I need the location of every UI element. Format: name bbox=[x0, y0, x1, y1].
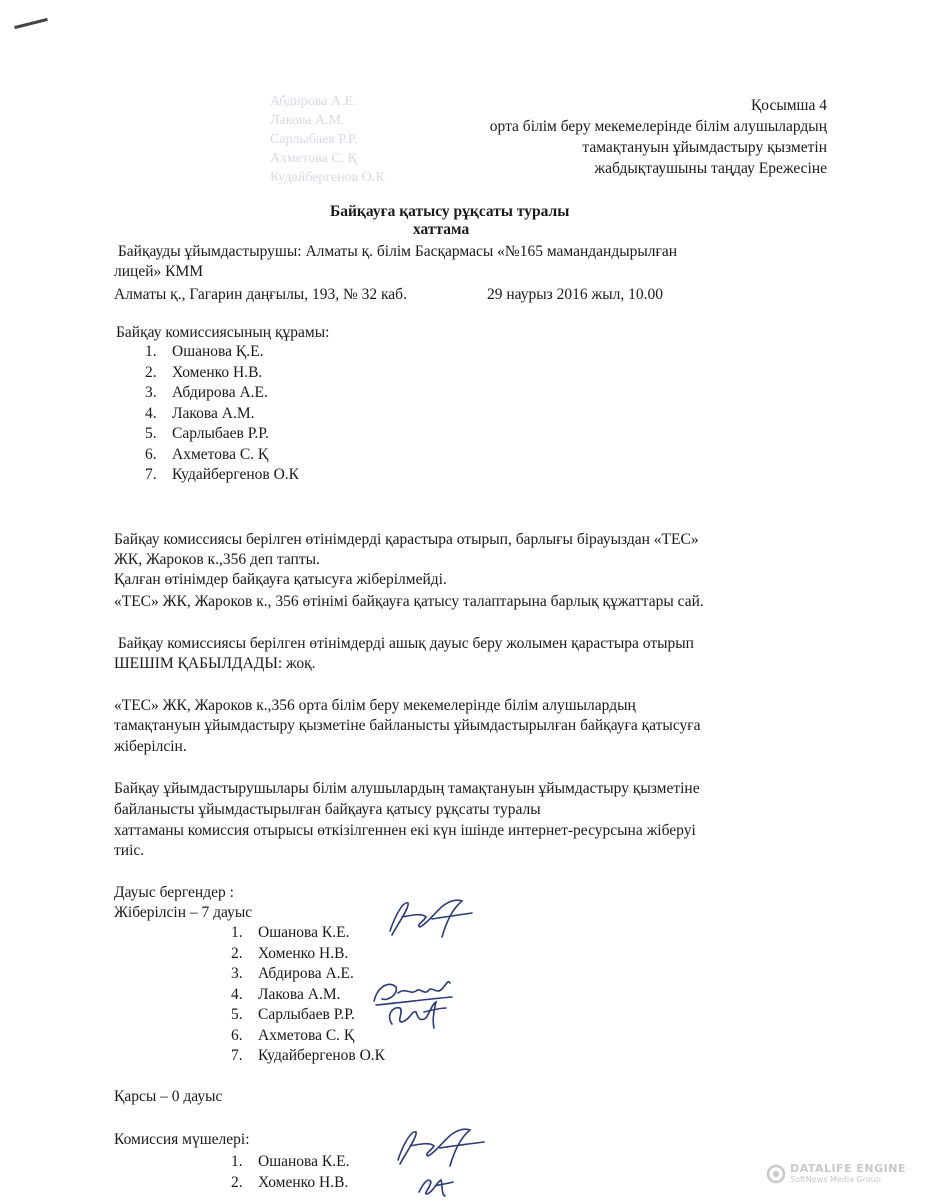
list-item bbox=[145, 465, 299, 486]
list-item bbox=[231, 1046, 385, 1067]
list-item-name: Ошанова К.Е. bbox=[258, 924, 350, 941]
annex-label: Қосымша 4 bbox=[750, 97, 827, 114]
list-item-name: Хоменко Н.В. bbox=[258, 944, 349, 962]
header-line-1: орта білім беру мекемелерінде білім алушылардың bbox=[489, 118, 827, 135]
bleed-line: Абдирова А.Е. bbox=[270, 94, 357, 109]
list-item-name: Лакова А.М. bbox=[172, 404, 255, 422]
organizer-line-2: лицей» КММ bbox=[114, 263, 204, 280]
list-item-name: Абдирова А.Е. bbox=[258, 965, 354, 982]
organizer-line-1: Байқауды ұйымдастырушы: Алматы қ. білім Басқармасы «№165 мамандандырылған bbox=[114, 243, 678, 260]
paragraph-1-line-4: «ТЕС» ЖК, Жароков к., 356 өтінімі байқауға қатысу талаптарына барлық құжаттары сай. bbox=[114, 593, 704, 610]
document-subtitle: хаттама bbox=[413, 221, 470, 238]
watermark-subtitle: SoftNews Media Group bbox=[790, 1175, 881, 1184]
list-item-name: Ахметова С. Қ bbox=[172, 445, 269, 463]
list-item bbox=[231, 944, 385, 965]
list-item bbox=[145, 342, 299, 363]
list-item-number: 5. bbox=[145, 425, 157, 442]
list-item bbox=[231, 1152, 349, 1173]
paragraph-2-line-2: ШЕШІМ ҚАБЫЛДАДЫ: жоқ. bbox=[114, 655, 316, 672]
list-item-number: 4. bbox=[145, 404, 157, 422]
list-item bbox=[231, 923, 385, 944]
organizer-address: Алматы қ., Гагарин даңғылы, 193, № 32 каб. bbox=[114, 286, 407, 303]
commission-list bbox=[145, 342, 299, 486]
list-item-name: Сарлыбаев Р.Р. bbox=[258, 1006, 355, 1023]
bleed-line: Кудайбергенов О.К bbox=[270, 170, 385, 185]
watermark bbox=[766, 1163, 906, 1184]
list-item bbox=[145, 424, 299, 445]
document-title: Байқауға қатысу рұқсаты туралы bbox=[330, 203, 570, 220]
signature-sarlybaev bbox=[382, 996, 452, 1032]
bleed-through-text bbox=[270, 92, 385, 187]
paragraph-1-line-2: ЖК, Жароков к.,356 деп тапты. bbox=[114, 551, 320, 568]
votes-for-label: Жіберілсін – 7 дауыс bbox=[114, 904, 253, 921]
bleed-line: Лакова А.М. bbox=[270, 113, 345, 128]
list-item bbox=[231, 964, 385, 985]
paragraph-3-line-3: жіберілсін. bbox=[114, 738, 187, 755]
commission-heading: Байқау комиссиясының құрамы: bbox=[116, 324, 330, 341]
list-item-number: 7. bbox=[145, 466, 157, 483]
list-item-number: 3. bbox=[145, 384, 157, 401]
list-item-name: Ахметова С. Қ bbox=[258, 1026, 355, 1044]
list-item-number: 2. bbox=[145, 363, 157, 381]
list-item-number: 3. bbox=[231, 965, 243, 982]
members-heading: Комиссия мүшелері: bbox=[114, 1131, 250, 1148]
list-item bbox=[231, 1173, 349, 1194]
list-item-name: Хоменко Н.В. bbox=[258, 1173, 349, 1191]
list-item bbox=[145, 383, 299, 404]
members-list bbox=[231, 1152, 349, 1193]
scan-mark bbox=[14, 18, 48, 29]
signature-oshanova bbox=[382, 893, 477, 943]
paragraph-4-line-2: байланысты ұйымдастырылған байқауға қатысу рұқсаты туралы bbox=[114, 801, 541, 818]
list-item-number: 6. bbox=[231, 1026, 243, 1044]
list-item bbox=[145, 445, 299, 466]
meeting-datetime: 29 наурыз 2016 жыл, 10.00 bbox=[487, 286, 664, 303]
paragraph-4-line-4: тиіс. bbox=[114, 842, 145, 859]
paragraph-1-line-3: Қалған өтінімдер байқауға қатысуға жіберілмейді. bbox=[114, 571, 447, 588]
paragraph-4-line-3: хаттаманы комиссия отырысы өткізілгеннен екі күн ішінде интернет-ресурсына жіберуі bbox=[114, 822, 696, 839]
list-item-number: 2. bbox=[231, 1173, 243, 1191]
bleed-line: Ахметова С. Қ bbox=[270, 151, 357, 166]
list-item-name: Ошанова Қ.Е. bbox=[172, 343, 264, 360]
watermark-text bbox=[790, 1163, 906, 1184]
list-item-number: 4. bbox=[231, 985, 243, 1003]
signature-khomenko bbox=[415, 1172, 455, 1200]
list-item-name: Сарлыбаев Р.Р. bbox=[172, 425, 269, 442]
watermark-title: DATALIFE ENGINE bbox=[790, 1162, 906, 1175]
list-item-number: 1. bbox=[145, 343, 157, 360]
list-item-number: 1. bbox=[231, 1153, 243, 1170]
list-item-name: Лакова А.М. bbox=[258, 985, 341, 1003]
signature-oshanova-2 bbox=[388, 1120, 488, 1170]
votes-against-label: Қарсы – 0 дауыс bbox=[114, 1088, 223, 1105]
list-item bbox=[145, 363, 299, 384]
header-line-3: жабдықтаушыны таңдау Ережесіне bbox=[594, 160, 827, 177]
list-item-name: Абдирова А.Е. bbox=[172, 384, 268, 401]
list-item-number: 6. bbox=[145, 445, 157, 463]
list-item-name: Ошанова К.Е. bbox=[258, 1153, 350, 1170]
header-line-2: тамақтануын ұйымдастыру қызметін bbox=[582, 139, 827, 156]
list-item-number: 2. bbox=[231, 944, 243, 962]
list-item bbox=[231, 1026, 385, 1047]
voting-list bbox=[231, 923, 385, 1067]
list-item bbox=[145, 404, 299, 425]
datalife-logo-icon bbox=[766, 1164, 786, 1184]
list-item-number: 7. bbox=[231, 1047, 243, 1064]
list-item-number: 1. bbox=[231, 924, 243, 941]
list-item-name: Кудайбергенов О.К bbox=[172, 466, 299, 483]
list-item-name: Кудайбергенов О.К bbox=[258, 1047, 385, 1064]
paragraph-1-line-1: Байқау комиссиясы берілген өтінімдерді қарастыра отырып, барлығы бірауыздан «ТЕС» bbox=[114, 531, 699, 548]
voting-heading: Дауыс бергендер : bbox=[114, 884, 234, 901]
list-item-name: Хоменко Н.В. bbox=[172, 363, 263, 381]
paragraph-3-line-1: «ТЕС» ЖК, Жароков к.,356 орта білім беру мекемелерінде білім алушылардың bbox=[114, 697, 636, 714]
paragraph-3-line-2: тамақтануын ұйымдастыру қызметіне байланысты ұйымдастырылған байқауға қатысуға bbox=[114, 717, 701, 734]
list-item bbox=[231, 1005, 385, 1026]
list-item-number: 5. bbox=[231, 1006, 243, 1023]
list-item bbox=[231, 985, 385, 1006]
bleed-line: Сарлыбаев Р.Р. bbox=[270, 132, 358, 147]
paragraph-2-line-1: Байқау комиссиясы берілген өтінімдерді ашық дауыс беру жолымен қарастыра отырып bbox=[114, 635, 694, 652]
paragraph-4-line-1: Байқау ұйымдастырушылары білім алушылардың тамақтануын ұйымдастыру қызметіне bbox=[114, 780, 700, 797]
